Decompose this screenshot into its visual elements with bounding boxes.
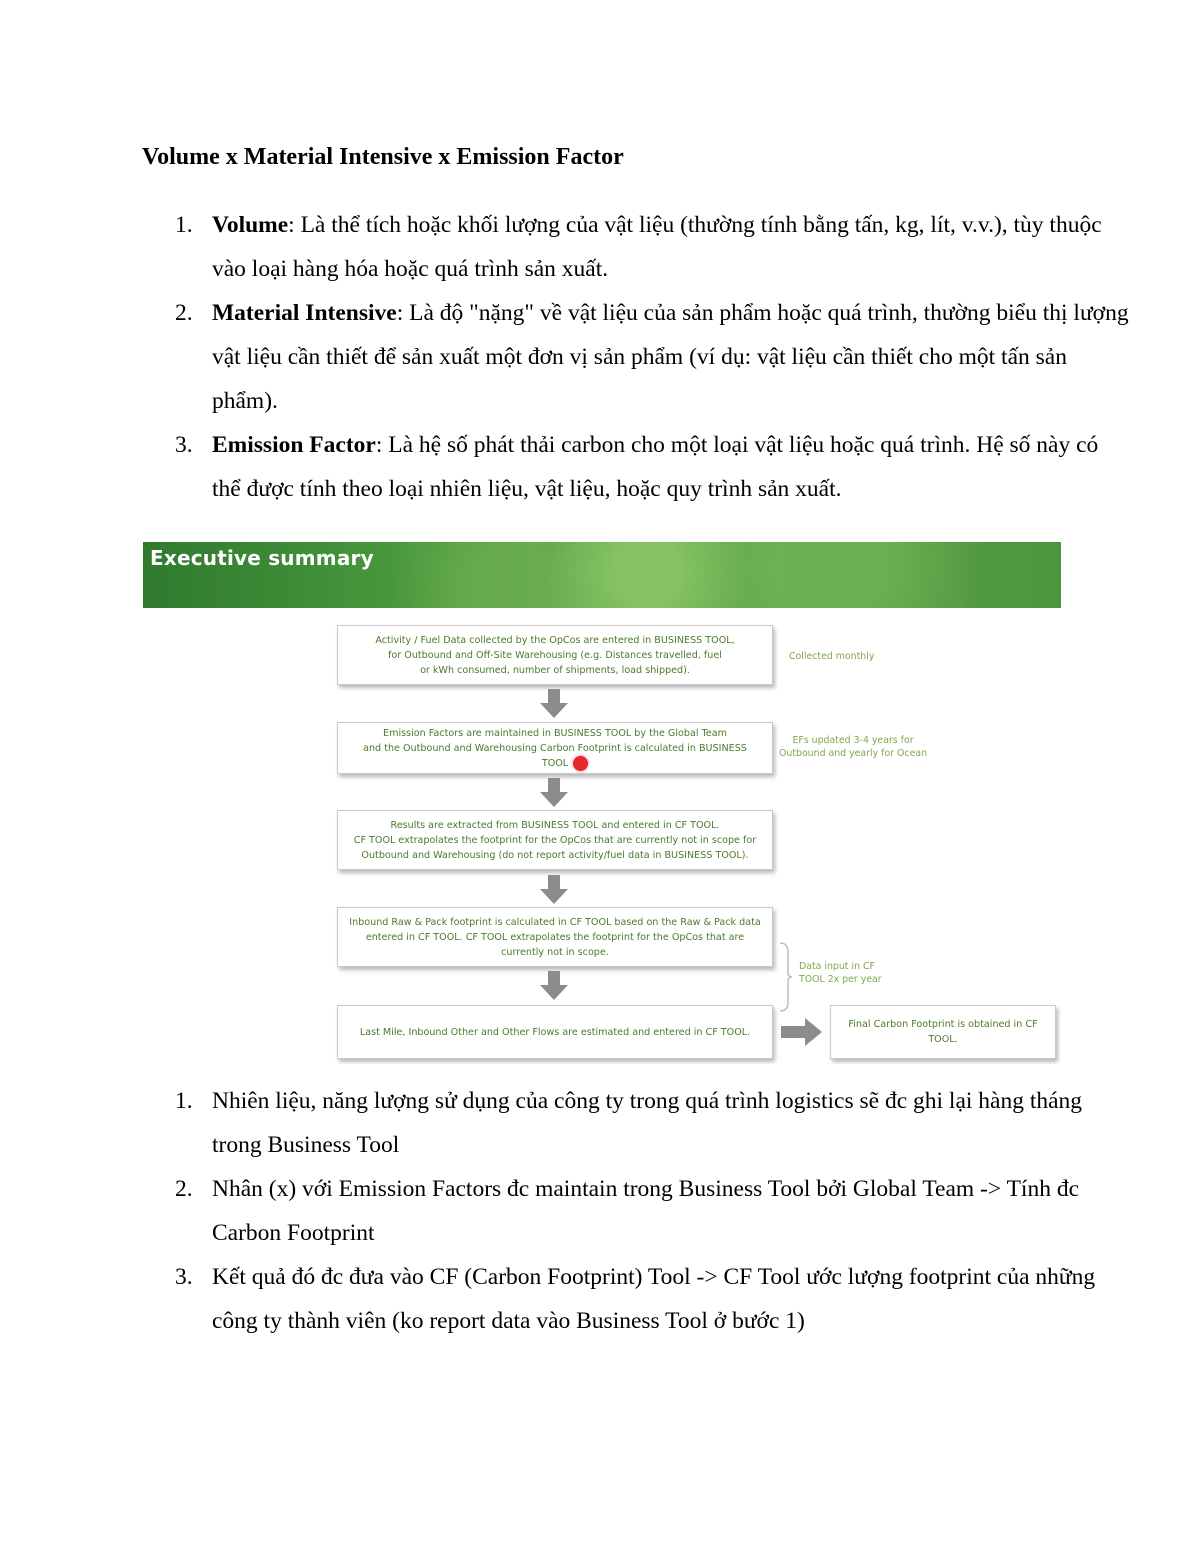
flow-step-4 <box>337 907 773 967</box>
note-text: Outbound and yearly for Ocean <box>779 748 928 759</box>
definition-text: : Là độ "nặng" về vật liệu của sản phẩm hoặc quá trình, thường biểu thị lượng vật liệu cần thiết để sản xuất một đơn vị sản phẩm (ví dụ: vật liệu cần thiết cho một tấn sản phẩm). <box>212 300 1129 414</box>
definition-text: : Là thể tích hoặc khối lượng của vật liệu (thường tính bằng tấn, kg, lít, v.v.), tùy thuộc vào loại hàng hóa hoặc quá trình sản xuất. <box>212 212 1102 282</box>
step-line: entered in CF TOOL. CF TOOL extrapolates the footprint for the OpCos that are <box>365 931 745 943</box>
down-arrow-icon <box>539 778 569 808</box>
step-line: currently not in scope. <box>501 946 609 958</box>
final-line: TOOL. <box>928 1034 958 1045</box>
list-item <box>142 1079 1132 1167</box>
down-arrow-icon <box>539 971 569 1001</box>
list-item <box>142 423 1132 511</box>
note-text: Data input in CF <box>799 961 875 972</box>
note-text: TOOL 2x per year <box>799 974 882 985</box>
flow-step-2 <box>337 722 773 774</box>
step-line: CF TOOL extrapolates the footprint for the OpCos that are currently not in scope for <box>353 834 757 846</box>
step-line: Outbound and Warehousing (do not report activity/fuel data in BUSINESS TOOL). <box>361 849 749 861</box>
step-line: Last Mile, Inbound Other and Other Flows are estimated and entered in CF TOOL. <box>359 1026 751 1038</box>
term-material-intensive: Material Intensive <box>212 300 397 326</box>
note-text: Collected monthly <box>789 651 875 662</box>
explanation-list <box>142 1079 1132 1343</box>
definition-text: : Là hệ số phát thải carbon cho một loại vật liệu hoặc quá trình. Hệ số này có thể được tính theo loại nhiên liệu, vật liệu, hoặc quy trình sản xuất. <box>212 432 1099 502</box>
note-text: EFs updated 3-4 years for <box>792 735 914 746</box>
list-item <box>142 203 1132 291</box>
step-line: and the Outbound and Warehousing Carbon Footprint is calculated in BUSINESS <box>363 742 747 754</box>
flow-step-1 <box>337 625 773 685</box>
right-arrow-icon <box>781 1018 823 1046</box>
page-title: Volume x Material Intensive x Emission Factor <box>142 144 624 170</box>
step-line: Emission Factors are maintained in BUSINESS TOOL by the Global Team <box>383 727 727 739</box>
flow-step-5 <box>337 1005 773 1059</box>
list-item <box>142 1255 1132 1343</box>
down-arrow-icon <box>539 689 569 719</box>
note-collected <box>789 650 874 663</box>
final-result-box <box>830 1005 1056 1059</box>
term-emission-factor: Emission Factor <box>212 432 376 458</box>
slide-banner-title: Executive summary <box>150 546 374 570</box>
definition-list <box>142 203 1132 511</box>
red-marker-icon <box>573 756 588 771</box>
down-arrow-icon <box>539 875 569 905</box>
explanation-text: Nhiên liệu, năng lượng sử dụng của công ty trong quá trình logistics sẽ đc ghi lại hàng tháng trong Business Tool <box>212 1088 1083 1158</box>
explanation-text: Nhân (x) với Emission Factors đc maintain trong Business Tool bởi Global Team -> Tính đc Carbon Footprint <box>212 1176 1080 1246</box>
slide-banner <box>143 542 1061 608</box>
step-line: for Outbound and Off-Site Warehousing (e.g. Distances travelled, fuel <box>388 649 722 661</box>
step-line: or kWh consumed, number of shipments, load shipped). <box>420 664 690 676</box>
note-data-input <box>799 960 882 986</box>
step-line: Activity / Fuel Data collected by the OpCos are entered in BUSINESS TOOL, <box>375 634 735 646</box>
step-line: Results are extracted from BUSINESS TOOL and entered in CF TOOL. <box>390 819 720 831</box>
flow-step-3 <box>337 810 773 870</box>
list-number: 2. <box>175 300 193 326</box>
explanation-text: Kết quả đó đc đưa vào CF (Carbon Footprint) Tool -> CF Tool ước lượng footprint của những công ty thành viên (ko report data vào Business Tool ở bước 1) <box>212 1264 1096 1334</box>
step-line: Inbound Raw & Pack footprint is calculated in CF TOOL based on the Raw & Pack data <box>349 916 761 928</box>
list-number: 3. <box>175 432 193 458</box>
list-number: 1. <box>175 212 193 238</box>
final-line: Final Carbon Footprint is obtained in CF <box>848 1019 1038 1030</box>
list-number: 1. <box>175 1088 193 1114</box>
term-volume: Volume <box>212 212 289 238</box>
executive-summary-slide <box>143 542 1061 1064</box>
note-efs-updated <box>779 734 927 760</box>
list-number: 3. <box>175 1264 193 1290</box>
list-item <box>142 1167 1132 1255</box>
bracket-icon <box>779 942 793 1012</box>
list-item <box>142 291 1132 423</box>
list-number: 2. <box>175 1176 193 1202</box>
step-line: TOOL <box>541 757 569 769</box>
